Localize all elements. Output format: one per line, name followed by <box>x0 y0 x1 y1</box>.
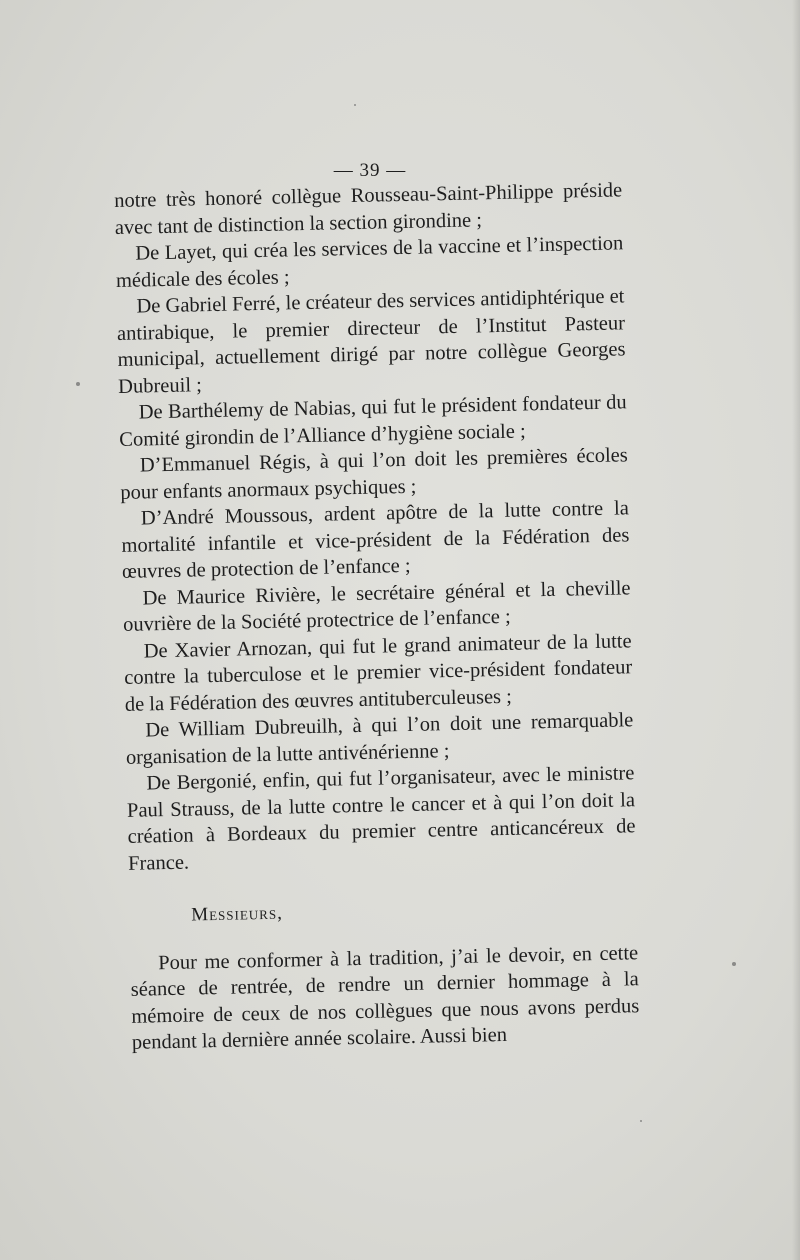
paper-speck <box>354 104 356 106</box>
paragraph: De Maurice Rivière, le secrétaire général et la cheville ouvrière de la Société protectrice de l’enfance ; <box>122 576 631 636</box>
paragraph: De Barthélemy de Nabias, qui fut le président fondateur du Comité girondin de l’Alliance d’hygiène sociale ; <box>119 391 627 451</box>
body-text <box>114 177 640 1056</box>
paragraph: D’André Moussous, ardent apôtre de la lutte contre la mortalité infantile et vice-président de la Fédération des œuvres de protection de l’enfance ; <box>121 497 630 583</box>
paper-speck <box>76 382 80 386</box>
page-edge-shadow <box>792 0 800 1260</box>
section-heading: Messieurs, <box>191 902 284 926</box>
page-number: — 39 — <box>333 160 407 181</box>
paragraph: De Gabriel Ferré, le créateur des services antidiphtérique et antirabique, le premier directeur de l’Institut Pasteur municipal, actuellement dirigé par notre collègue Georges Dubreuil ; <box>116 285 626 398</box>
closing-paragraph: Pour me conformer à la tradition, j’ai le devoir, en cette séance de rentrée, de rendre un dernier hommage à la mémoire de ceux de nos collègues que nous avons perdus pendant la dernière année scolaire. Aussi bien <box>130 941 640 1054</box>
paragraph: De Layet, qui créa les services de la vaccine et l’inspection médicale des écoles ; <box>115 232 624 292</box>
paragraph: De Bergonié, enfin, qui fut l’organisateur, avec le ministre Paul Strauss, de la lutte contre le cancer et à qui l’on doit la création à Bordeaux du premier centre anticancéreux de France. <box>126 762 636 875</box>
paper-speck <box>640 1120 642 1122</box>
paragraph: De Xavier Arnozan, qui fut le grand animateur de la lutte contre la tuberculose et le premier vice-président fondateur de la Fédération des œuvres antituberculeuses ; <box>124 629 633 716</box>
paragraph: D’Emmanuel Régis, à qui l’on doit les premières écoles pour enfants anormaux psychiques ; <box>120 444 628 504</box>
paragraph: De William Dubreuilh, à qui l’on doit une remarquable organisation de la lutte antivénérienne ; <box>125 709 634 769</box>
paragraph: notre très honoré collègue Rousseau-Saint-Philippe préside avec tant de distinction la section girondine ; <box>114 179 623 239</box>
paper-speck <box>732 962 736 966</box>
